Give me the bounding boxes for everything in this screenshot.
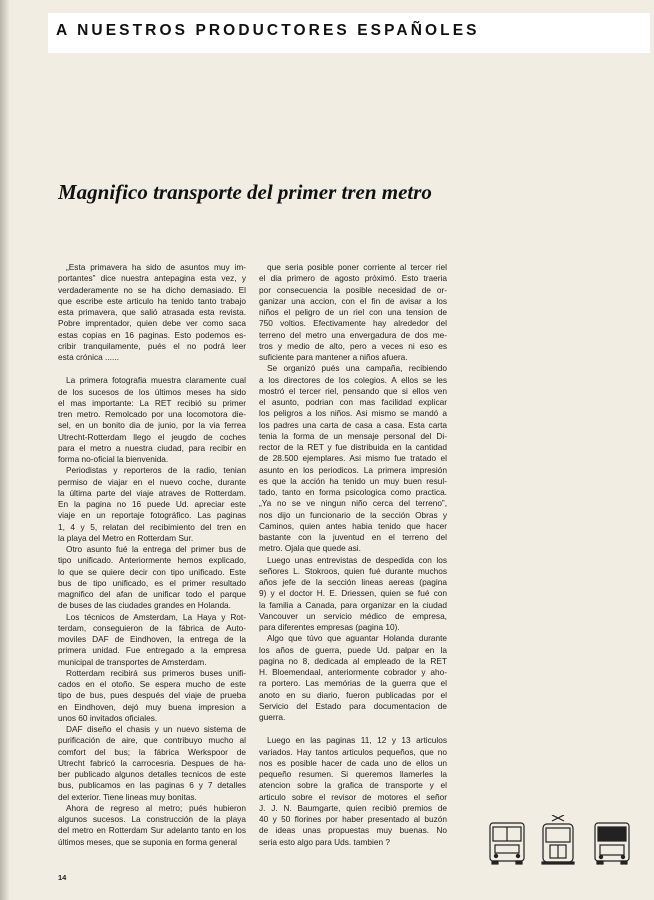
- article-text-line: 40 y 50 florines por haber presentado al buzón: [259, 814, 447, 824]
- article-text-line: ganizar una accion, con el fin de avisar a los: [259, 295, 447, 306]
- article-text-line: cados en el otoño. Se espera mucho de este: [58, 679, 246, 689]
- article-text-line: guerra.: [259, 712, 286, 722]
- article-text-line: nos dijo un funcionario de la sección Obras y: [259, 509, 447, 520]
- article-text-line: bus de tipo unificado, es el primer resultado: [58, 577, 246, 588]
- article-text-line: por consecuencia la posible necesidad de or-: [259, 284, 447, 295]
- article-text-line: el mas importante: La RET recibió su primer: [58, 397, 246, 408]
- article-text-line: a los directores de los colegios. A ellos se les: [259, 374, 447, 385]
- article-text-line: Utrecht-Rotterdam llego el jeugdo de coches: [58, 431, 246, 442]
- vehicle-illustrations: [480, 815, 640, 865]
- article-column-right: [259, 262, 447, 848]
- article-text-line: últimos meses, que se suponia en forma general: [58, 836, 237, 847]
- paragraph-gap: [259, 723, 447, 735]
- article-text-line: bastante con la juventud en el terreno del: [259, 532, 447, 542]
- bus-front-icon: [490, 823, 524, 864]
- article-text-line: tipo de bus, pues después del viaje de prueba: [58, 690, 246, 701]
- article-text-line: Algo que túvo que aguantar Holanda durante: [267, 633, 447, 644]
- article-text-line: nos es posible hacer de cada uno de ellos un: [259, 757, 447, 768]
- article-text-line: del exterior. Tiene lineas muy bonitas.: [58, 791, 197, 802]
- article-text-line: purificación de aire, que contribuyo mucho al: [58, 735, 246, 746]
- article-text-line: Caminos, quien antes habia tenido que hacer: [259, 520, 447, 531]
- article-text-line: Ahora de regreso al metro; pués hubieron: [66, 802, 246, 813]
- article-text-line: articulo sobre el revisor de motores el señor: [259, 791, 447, 802]
- article-text-line: de los sucesos de los últimos meses ha sido: [58, 386, 246, 397]
- article-text-line: pequeño resumen. Si queremos llamerles la: [259, 769, 447, 779]
- article-text-line: Los técnicos de Amsterdam, La Haya y Rot-: [66, 611, 246, 622]
- article-text-line: variados. Hay tantos articulos pequeños, que no: [259, 746, 447, 757]
- article-text-line: viaje en un reportaje fotográfico. Las paginas: [58, 510, 246, 521]
- article-text-line: magnifico del afan de unificar todo el parque: [58, 589, 246, 599]
- article-text-line: de buses de las ciudades grandes en Holanda.: [58, 600, 231, 611]
- article-text-line: es que la acción ha tenido un muy buen resul-: [259, 475, 447, 486]
- article-text-line: seria esto algo para Uds. tambien ?: [259, 836, 390, 847]
- article-text-line: unos 60 invitados oficiales.: [58, 712, 158, 723]
- article-text-line: Otro asunto fué la entrega del primer bus de: [66, 544, 246, 554]
- article-text-line: los peligros a los niños. Asi mismo se mandó a: [259, 408, 447, 419]
- article-text-line: Se organizó pués una campaña, recibiendo: [267, 363, 447, 374]
- article-text-line: cribir tranquilamente, pués el no podrá leer: [58, 340, 246, 351]
- article-text-line: tado, tanto en forma psicologica como practica.: [259, 487, 447, 497]
- article-text-line: ra portero. Las memórias de la guerra que el: [259, 678, 447, 689]
- article-text-line: „Ya no se ve ningun niño cerca del terreno”,: [259, 498, 447, 509]
- article-text-line: Luego unas entrevistas de despedida con los: [267, 554, 447, 565]
- bus-rear-icon: [595, 823, 629, 864]
- article-text-line: suficiente para mantener a niños afuera.: [259, 352, 408, 362]
- article-text-line: de 28.500 ejemplares. Asi mismo fue tratado el: [259, 453, 447, 464]
- article-text-line: anoto en su diario, fueron publicadas por el: [259, 689, 447, 700]
- article-text-line: lo que se quiere decir con tipo unificado. Este: [58, 566, 246, 577]
- article-text-line: primera unidad. Fue entregado a la empresa: [58, 645, 246, 656]
- article-text-line: Utrecht fabricó la carrocesria. Despues de ha-: [58, 757, 246, 768]
- article-text-line: comfort del bus; la fábrica Werkspoor de: [58, 746, 246, 757]
- article-text-line: algunos sucesos. La construcción de la playa: [58, 814, 246, 824]
- article-text-line: esta primavera, que salió atrasada esta revista.: [58, 307, 246, 317]
- article-text-line: DAF diseño el chasis y un nuevo sistema de: [66, 724, 246, 734]
- article-text-line: bus, publicamos en las paginas 6 y 7 detalles: [58, 780, 246, 791]
- article-text-line: tren metro. Remolcado por una locomotora die-: [58, 409, 246, 419]
- article-text-line: señores L. Stokroos, quien fué durante muchos: [259, 565, 447, 576]
- article-title: Magnifico transporte del primer tren metro: [58, 180, 432, 204]
- article-text-line: Rotterdam recibirá sus primeros buses unifi-: [66, 667, 246, 678]
- article-text-line: esta crónica ......: [58, 352, 119, 362]
- article-text-line: niños el peligro de un riel con una tension de: [259, 307, 447, 317]
- article-text-line: en Eindhoven, dejó muy buena impresion a: [58, 701, 246, 712]
- article-text-line: del metro en Rotterdam Sur adelanto tanto en los: [58, 825, 246, 836]
- tram-front-icon: [542, 815, 574, 864]
- page-gutter-shadow: [0, 0, 10, 900]
- article-text-line: „Esta primavera ha sido de asuntos muy im-: [66, 262, 246, 272]
- article-text-line: tenia la forma de un mensaje personal del Di-: [259, 430, 447, 441]
- article-text-line: mostró el tercer riel, pensando que si ellos ven: [259, 385, 447, 396]
- article-text-line: la playa del Metro en Rotterdam Sur.: [58, 532, 194, 543]
- article-text-line: 9) y el doctor H. E. Driessen, quien se fué con: [259, 588, 447, 599]
- article-text-line: Vancouver un servicio médico de empresa,: [259, 610, 447, 621]
- article-text-line: En la pagina no 16 puede Ud. apreciar este: [58, 499, 246, 509]
- article-text-line: tipo unificado. Anteriormente hemos explicado,: [58, 555, 246, 566]
- article-text-line: H. Bloemendaal, anteriormente cobrador y aho-: [259, 667, 447, 677]
- article-text-line: Periodistas y reporteros de la radio, tenian: [66, 465, 246, 476]
- article-text-line: el asunto, podrian con mas facilidad explicar: [259, 397, 447, 407]
- article-text-line: pagina no 8, dedicada al empleado de la RET: [259, 655, 447, 666]
- paragraph-gap: [58, 363, 246, 375]
- article-text-line: estas copias en 16 paginas. Esto podemos es-: [58, 329, 246, 340]
- article-text-line: sel, en un bonito dia de junio, por la via ferrea: [58, 420, 246, 431]
- article-text-line: la última parte del viaje atraves de Rotterdam.: [58, 487, 246, 498]
- article-text-line: de ideas unas propuestas muy buenas. No: [259, 825, 447, 836]
- article-text-line: metro. Ojala que quede asi.: [259, 543, 361, 554]
- article-text-line: para diferentes empresas (pagina 10).: [259, 622, 400, 632]
- article-text-line: La primera fotografia muestra claramente cual: [66, 375, 246, 386]
- article-text-line: rector de la RET y fue distribuida en la cantidad: [259, 442, 447, 452]
- article-text-line: forma no-oficial la bienvenida.: [58, 454, 169, 464]
- article-text-line: verdaderamente no se ha dicho demasiado. El: [58, 284, 246, 295]
- article-text-line: tros y medio de alto, pero a veces ni eso es: [259, 340, 447, 351]
- article-text-line: años jefe de la sección lineas aereas (pagina: [259, 577, 447, 587]
- article-text-line: para el metro a nuestra ciudad, para recibir en: [58, 442, 246, 453]
- page-number: 14: [58, 873, 67, 882]
- article-text-line: Pobre imprentador, quien debe ver como saca: [58, 318, 246, 329]
- article-text-line: atencion sobre la grafica de transporte y el: [259, 780, 447, 791]
- article-text-line: la familia a Canada, para organizar en la ciudad: [259, 599, 447, 610]
- article-text-line: terreno del metro una envergadura de dos me-: [259, 329, 447, 340]
- article-text-line: 1, 4 y 5, relatan del recibimiento del tren en: [58, 521, 246, 532]
- article-text-line: permiso de viajar en el nuevo coche, durante: [58, 476, 246, 487]
- article-text-line: 750 voltios. Efectivamente hay alrededor del: [259, 318, 447, 329]
- article-text-line: portantes” dice nuestra antepagina esta vez, y: [58, 273, 246, 284]
- article-text-line: que escribe este articulo ha tenido tanto trabajo: [58, 295, 246, 306]
- article-text-line: moviles DAF de Eindhoven, la entrega de la: [58, 634, 246, 644]
- article-text-line: terdam, conseguieron de la fábrica de Auto-: [58, 622, 246, 633]
- article-column-left: [58, 262, 246, 848]
- article-text-line: asunto en los periodicos. La primera impresión: [259, 464, 447, 475]
- article-text-line: municipal de transportes de Amsterdam.: [58, 656, 207, 667]
- article-text-line: Servicio del Estado para documentacion de: [259, 700, 447, 711]
- article-text-line: que seria posible poner corriente al tercer riel: [267, 262, 447, 272]
- article-text-line: los padres una carta de casa a casa. Esta carta: [259, 419, 447, 430]
- article-text-line: Luego en las paginas 11, 12 y 13 articulos: [267, 735, 447, 746]
- article-text-line: el dia primero de agosto próximó. Esto traeria: [259, 273, 447, 284]
- masthead-title: A NUESTROS PRODUCTORES ESPAÑOLES: [56, 22, 480, 39]
- masthead: [48, 13, 650, 53]
- article-text-line: ber publicado algunos detalles tecnicos de este: [58, 769, 246, 779]
- article-text-line: J. J. N. Baumgarte, quien recibió premios de: [259, 802, 447, 813]
- article-text-line: los años de guerra, puede Ud. palpar en la: [259, 644, 447, 655]
